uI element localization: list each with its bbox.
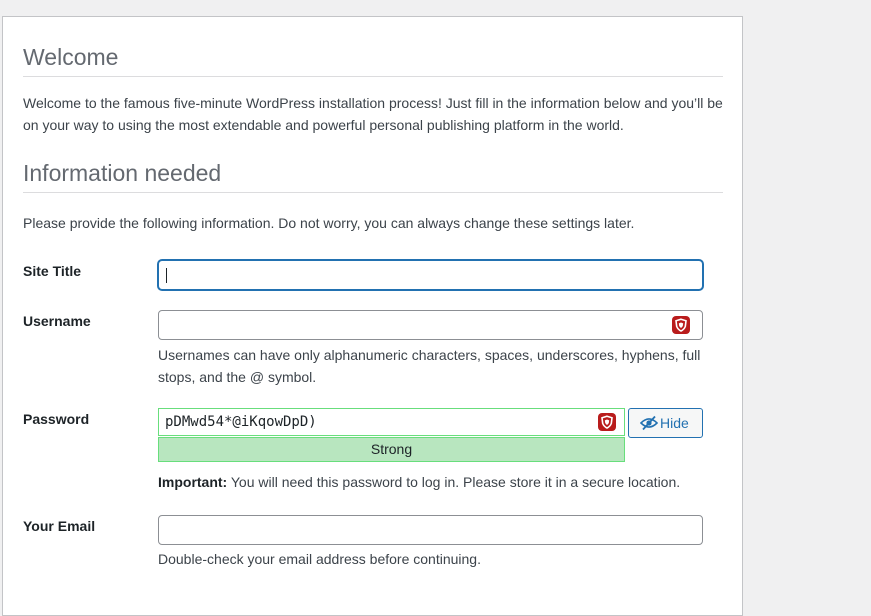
information-intro: Please provide the following information. Do not worry, you can always change these settings later. bbox=[23, 215, 635, 231]
important-text: You will need this password to log in. Please store it in a secure location. bbox=[227, 474, 681, 490]
hide-button-label: Hide bbox=[660, 415, 689, 431]
email-input[interactable] bbox=[158, 515, 703, 545]
username-label: Username bbox=[23, 313, 91, 329]
email-description: Double-check your email address before continuing. bbox=[158, 551, 481, 567]
username-description: Usernames can have only alphanumeric characters, spaces, underscores, hyphens, full stops, and the @ symbol. bbox=[158, 347, 701, 385]
welcome-divider bbox=[23, 76, 723, 77]
site-title-input[interactable] bbox=[158, 260, 703, 290]
username-input[interactable] bbox=[158, 310, 703, 340]
important-label: Important: bbox=[158, 474, 228, 490]
welcome-heading: Welcome bbox=[23, 44, 119, 70]
shield-icon[interactable] bbox=[672, 316, 690, 334]
password-label: Password bbox=[23, 411, 90, 427]
password-value: pDMwd54*@iKqowDpD) bbox=[165, 414, 317, 430]
site-title-label: Site Title bbox=[23, 263, 82, 279]
hide-password-button[interactable] bbox=[628, 408, 703, 438]
eye-slash-icon bbox=[640, 415, 658, 431]
information-divider bbox=[23, 192, 723, 193]
password-important-note bbox=[158, 472, 718, 494]
welcome-intro: Welcome to the famous five-minute WordPress installation process! Just fill in the information below and you’ll be on your way to using the most extendable and powerful personal publishing platform in the world. bbox=[23, 95, 723, 133]
install-card bbox=[2, 16, 743, 616]
information-needed-heading: Information needed bbox=[23, 160, 222, 186]
password-input[interactable] bbox=[158, 408, 625, 436]
text-cursor bbox=[166, 268, 167, 283]
shield-icon[interactable] bbox=[598, 413, 616, 431]
email-label: Your Email bbox=[23, 518, 96, 534]
password-strength-meter: Strong bbox=[158, 437, 625, 462]
